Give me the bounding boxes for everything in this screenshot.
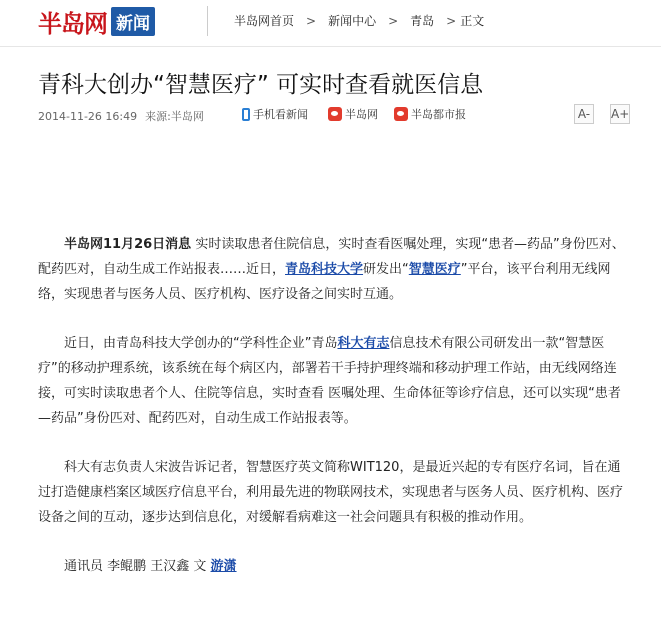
text-span: 实时读取患者住院信息，实时查看医嘱处理，实现“患者—药品”身份匹对、配药匹对，自动生成工作站报表……近日， <box>38 237 625 277</box>
share-bandao[interactable] <box>328 106 378 122</box>
article-meta <box>38 108 204 124</box>
font-decrease-button[interactable]: A- <box>574 104 594 124</box>
share-bandao-label: 半岛网 <box>345 108 378 121</box>
header-divider <box>207 6 208 36</box>
logo-news-badge: 新闻 <box>111 7 155 36</box>
share-mobile[interactable] <box>242 106 308 122</box>
share-dushibao[interactable] <box>394 106 466 122</box>
text-span: 近日，由青岛科技大学创办的“学科性企业”青岛 <box>64 336 338 351</box>
article-body <box>38 232 630 603</box>
article-title: 青科大创办“智慧医疗” 可实时查看就医信息 <box>38 72 484 98</box>
editor-link[interactable]: 游潇 <box>210 559 237 574</box>
byline-text: 通讯员 李鲲鹏 王汉鑫 文 <box>64 559 211 574</box>
breadcrumb-separator-icon: > <box>388 13 399 28</box>
text-span: 研发出“ <box>363 262 409 277</box>
breadcrumb-current: 正文 <box>460 14 485 28</box>
link-kedayouzhi[interactable]: 科大有志 <box>337 336 390 351</box>
weibo-icon <box>394 107 408 121</box>
breadcrumb-separator-icon: > <box>306 13 317 28</box>
paragraph-1 <box>38 232 630 307</box>
share-mobile-label: 手机看新闻 <box>253 108 308 121</box>
breadcrumb <box>234 12 484 29</box>
breadcrumb-qingdao[interactable]: 青岛 <box>410 14 435 28</box>
link-qust[interactable]: 青岛科技大学 <box>285 262 364 277</box>
breadcrumb-home[interactable]: 半岛网首页 <box>234 14 295 28</box>
breadcrumb-separator-icon: > <box>446 13 457 28</box>
publish-date: 2014-11-26 16:49 <box>38 109 138 123</box>
paragraph-3: 科大有志负责人宋波告诉记者，智慧医疗英文简称WIT120，是最近兴起的专有医疗名词，旨在通过打造健康档案区域医疗信息平台，利用最先进的物联网技术，实现患者与医务人员、医疗机构、医疗设备之间的互动，逐步达到信息化，对缓解看病难这一社会问题具有积极的推动作用。 <box>38 460 624 525</box>
breadcrumb-news-center[interactable]: 新闻中心 <box>328 14 377 28</box>
site-logo[interactable] <box>38 6 155 36</box>
article-source: 来源:半岛网 <box>145 110 204 123</box>
link-smart-medical[interactable]: 智慧医疗 <box>408 262 461 277</box>
paragraph-2 <box>38 331 630 431</box>
font-increase-button[interactable]: A+ <box>610 104 630 124</box>
text-span: 信息技术有限公司研发出一款“智慧医疗”的移动护理系统，该系统在每个病区内，部署若干手持护理终端和移动护理工作站，由无线网络连接，可实时读取患者个人、住院等信息，实时查看 医嘱处理、生命体征等诊疗信息，还可以实现“患者—药品”身份匹对、配药匹对，自动生成工作站报表等。 <box>38 336 621 426</box>
logo-main-text: 半岛网 <box>38 8 107 38</box>
byline <box>38 554 630 579</box>
dateline: 半岛网11月26日消息 <box>64 237 192 252</box>
text-span: ”平台，该平台利用无线网络，实现患者与医务人员、医疗机构、医疗设备之间实时互通。 <box>38 262 611 302</box>
share-dushibao-label: 半岛都市报 <box>411 108 466 121</box>
mobile-phone-icon <box>242 108 250 121</box>
site-header <box>0 0 661 47</box>
weibo-icon <box>328 107 342 121</box>
